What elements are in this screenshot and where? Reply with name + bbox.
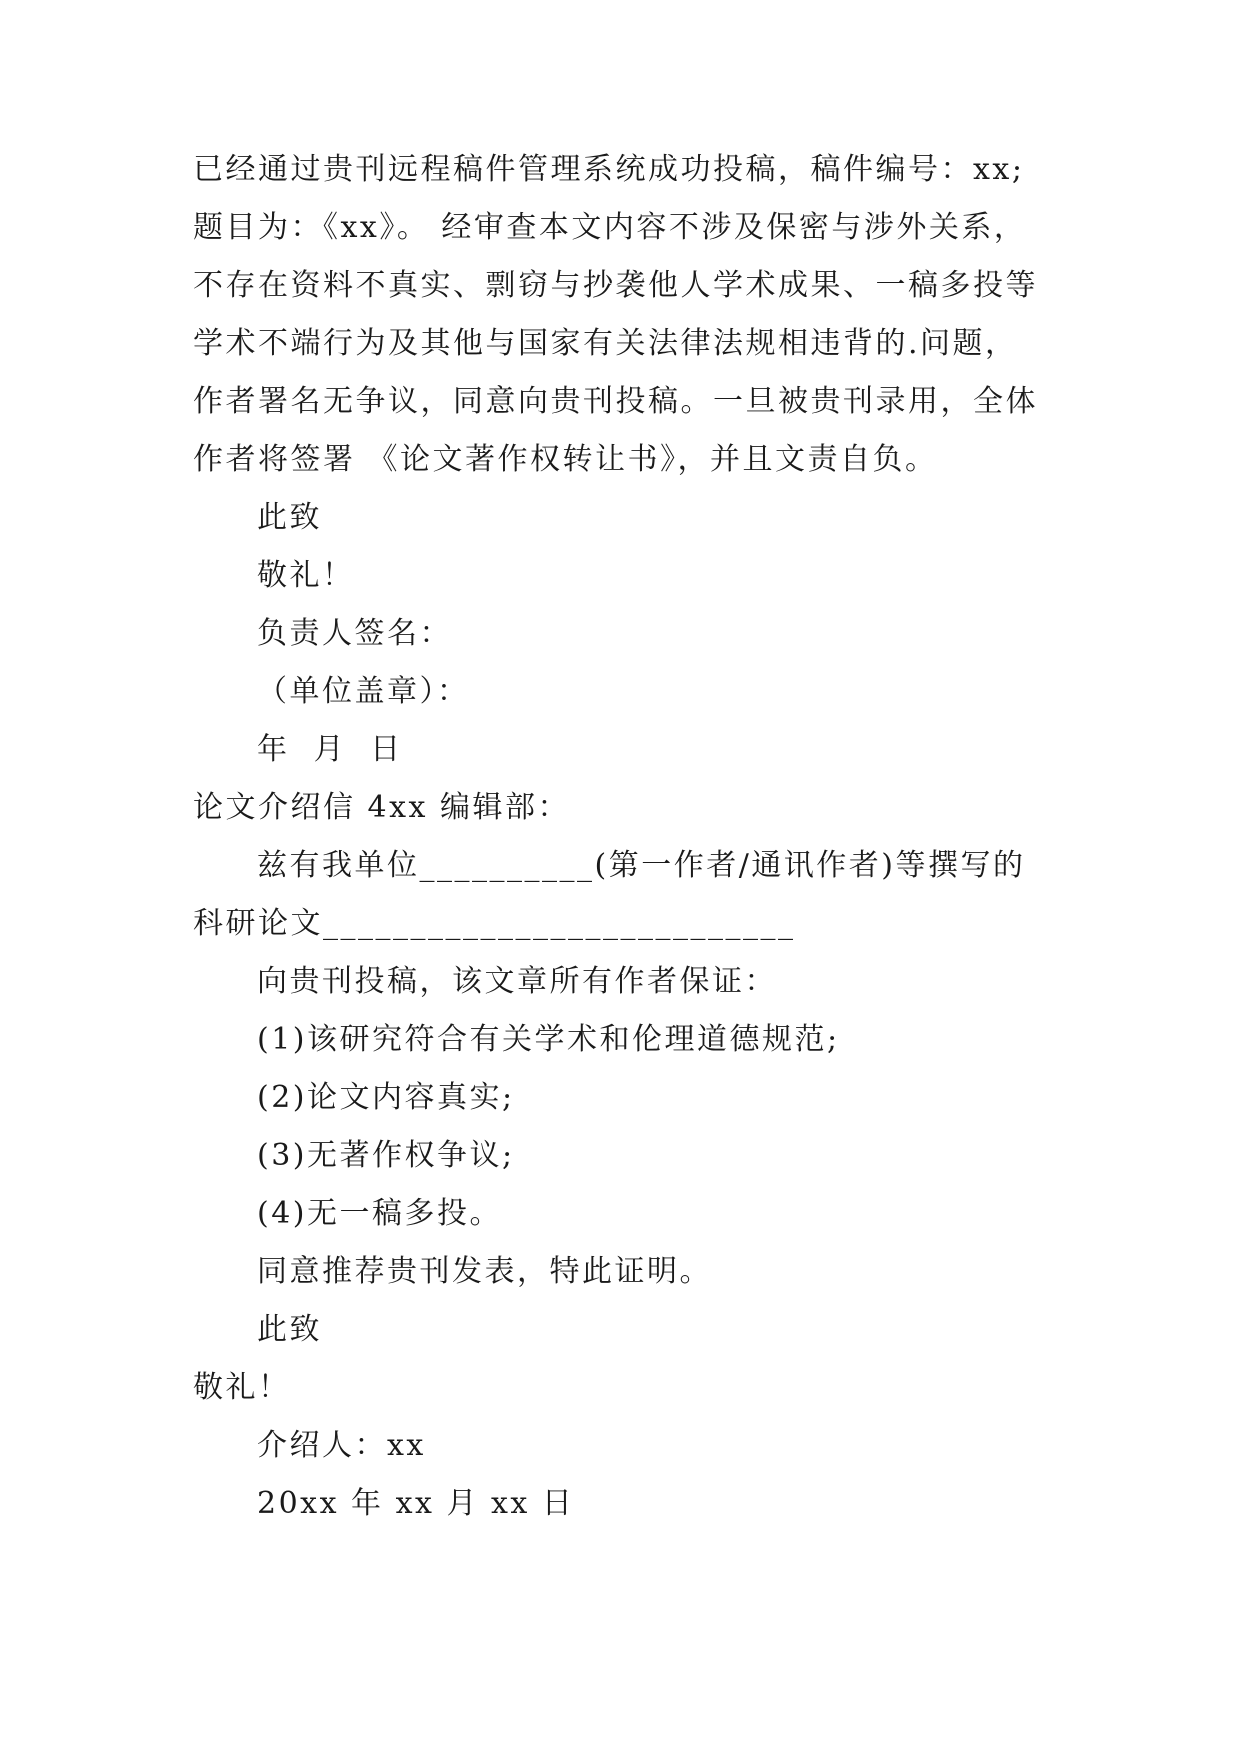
body-paragraph-line: 题目为：《xx》。 经审查本文内容不涉及保密与涉外关系，	[193, 210, 1027, 245]
date-field: 年 月 日	[257, 732, 403, 767]
salutation-closing: 此致	[257, 500, 322, 535]
guarantee-item: (1)该研究符合有关学术和伦理道德规范;	[257, 1022, 840, 1057]
salutation-regards: 敬礼！	[193, 1370, 291, 1405]
salutation-closing: 此致	[257, 1312, 322, 1347]
body-paragraph-line: 作者将签署 《论文著作权转让书》，并且文责自负。	[193, 442, 938, 477]
body-paragraph-line: 兹有我单位__________(第一作者/通讯作者)等撰写的	[257, 848, 1026, 883]
body-paragraph-line: 向贵刊投稿，该文章所有作者保证：	[257, 964, 777, 999]
body-paragraph-line: 作者署名无争议，同意向贵刊投稿。一旦被贵刊录用，全体	[193, 384, 1038, 419]
guarantee-item: (3)无著作权争议;	[257, 1138, 515, 1173]
section-heading: 论文介绍信 4xx 编辑部：	[193, 790, 570, 825]
body-paragraph-line: 科研论文___________________________	[193, 906, 796, 941]
guarantee-item: (4)无一稿多投。	[257, 1196, 502, 1231]
seal-field: （单位盖章）：	[257, 674, 470, 709]
body-paragraph-line: 学术不端行为及其他与国家有关法律法规相违背的.问题，	[193, 326, 1018, 361]
date-field: 20xx 年 xx 月 xx 日	[257, 1486, 575, 1521]
body-paragraph-line: 同意推荐贵刊发表，特此证明。	[257, 1254, 712, 1289]
introducer-field: 介绍人：xx	[257, 1428, 426, 1463]
body-paragraph-line: 不存在资料不真实、剽窃与抄袭他人学术成果、一稿多投等	[193, 268, 1038, 303]
signature-field: 负责人签名：	[257, 616, 452, 651]
guarantee-item: (2)论文内容真实;	[257, 1080, 515, 1115]
salutation-regards: 敬礼！	[257, 558, 355, 593]
body-paragraph-line: 已经通过贵刊远程稿件管理系统成功投稿，稿件编号：xx;	[193, 152, 1025, 187]
